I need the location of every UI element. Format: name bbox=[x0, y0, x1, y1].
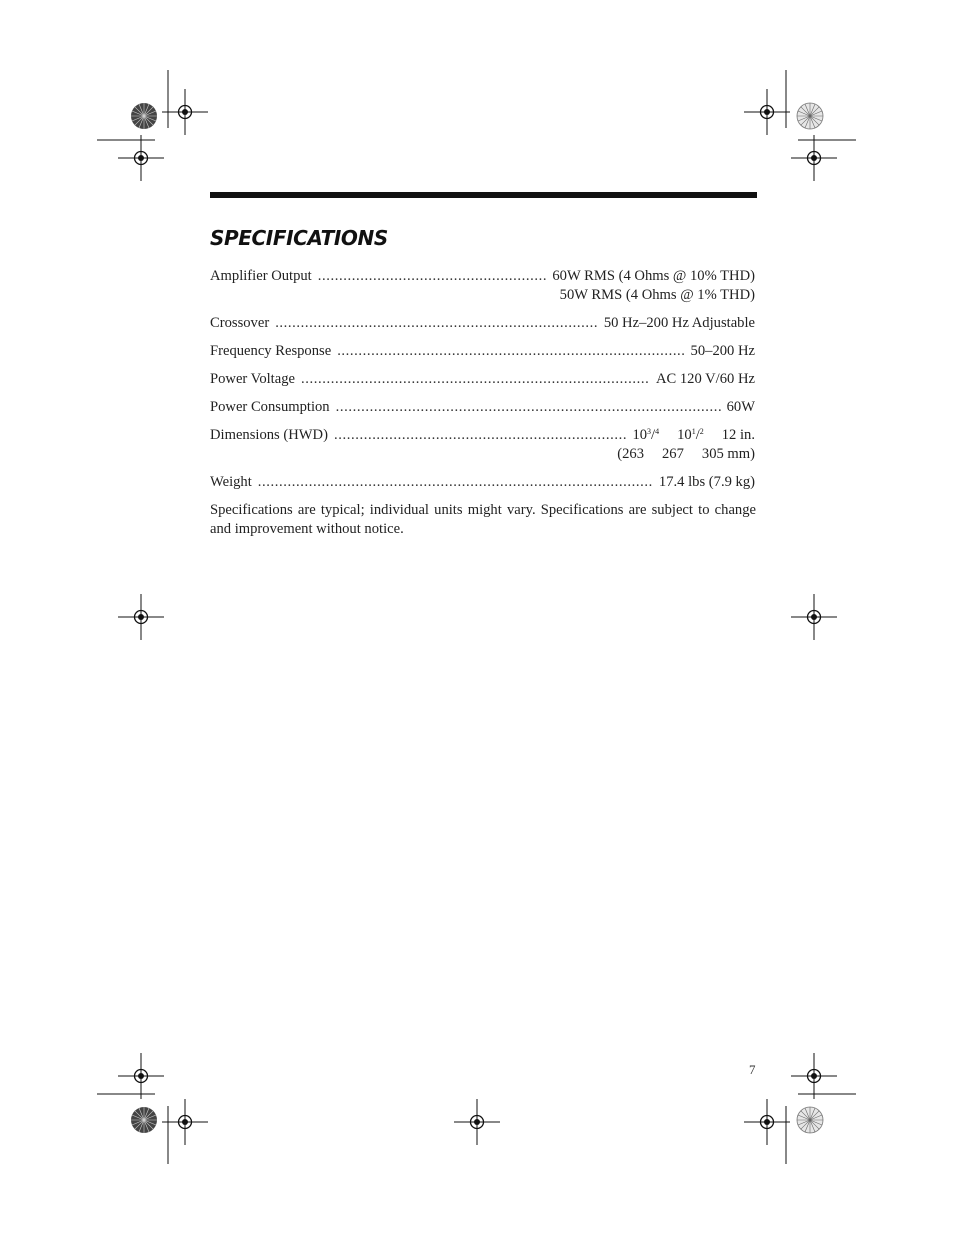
dim-width: $10^1/^2$ bbox=[677, 427, 704, 443]
specifications-list bbox=[210, 267, 755, 501]
dim-width-mm: 267 bbox=[662, 446, 684, 462]
page-number: 7 bbox=[749, 1062, 756, 1077]
spec-value: 17.4 lbs (7.9 kg) bbox=[658, 474, 755, 490]
dot-leader bbox=[337, 342, 684, 361]
spec-value: 60W bbox=[726, 399, 755, 415]
spec-value-dimensions-mm bbox=[210, 445, 755, 464]
spec-label: Frequency Response bbox=[210, 343, 332, 359]
dot-leader bbox=[301, 370, 650, 389]
spec-crossover bbox=[210, 314, 755, 333]
dot-leader bbox=[275, 314, 598, 333]
spec-label: Dimensions (HWD) bbox=[210, 427, 328, 443]
spec-amplifier-output bbox=[210, 267, 755, 305]
spec-value: 50–200 Hz bbox=[690, 343, 755, 359]
spec-label: Crossover bbox=[210, 315, 270, 331]
spec-value: 60W RMS (4 Ohms @ 10% THD) bbox=[552, 268, 755, 284]
specifications-note: Specifications are typical; individual units might vary. Specifications are subject to change and improvement without notice. bbox=[210, 502, 756, 537]
spec-power-consumption bbox=[210, 398, 755, 417]
spec-value-continued: 50W RMS (4 Ohms @ 1% THD) bbox=[559, 287, 755, 303]
spec-value-dimensions-in bbox=[632, 426, 755, 445]
spec-weight bbox=[210, 473, 755, 492]
spec-label: Power Consumption bbox=[210, 399, 330, 415]
page-title: SPECIFICATIONS bbox=[210, 226, 388, 250]
spec-value: 50 Hz–200 Hz Adjustable bbox=[603, 315, 755, 331]
spec-label: Power Voltage bbox=[210, 371, 295, 387]
spec-label: Weight bbox=[210, 474, 252, 490]
spec-label: Amplifier Output bbox=[210, 268, 312, 284]
dim-height-mm: (263 bbox=[617, 446, 644, 462]
dim-depth-mm: 305 mm) bbox=[701, 446, 755, 462]
spec-dimensions bbox=[210, 426, 755, 464]
dot-leader bbox=[258, 473, 653, 492]
spec-frequency-response bbox=[210, 342, 755, 361]
spec-power-voltage bbox=[210, 370, 755, 389]
dot-leader bbox=[318, 267, 547, 286]
dim-height: $10^3/^4$ bbox=[632, 427, 660, 443]
spec-value: AC 120 V/60 Hz bbox=[655, 371, 755, 387]
dot-leader bbox=[336, 398, 721, 417]
dot-leader bbox=[334, 426, 626, 445]
dim-depth: 12 in. bbox=[721, 427, 755, 443]
header-rule bbox=[210, 192, 757, 198]
